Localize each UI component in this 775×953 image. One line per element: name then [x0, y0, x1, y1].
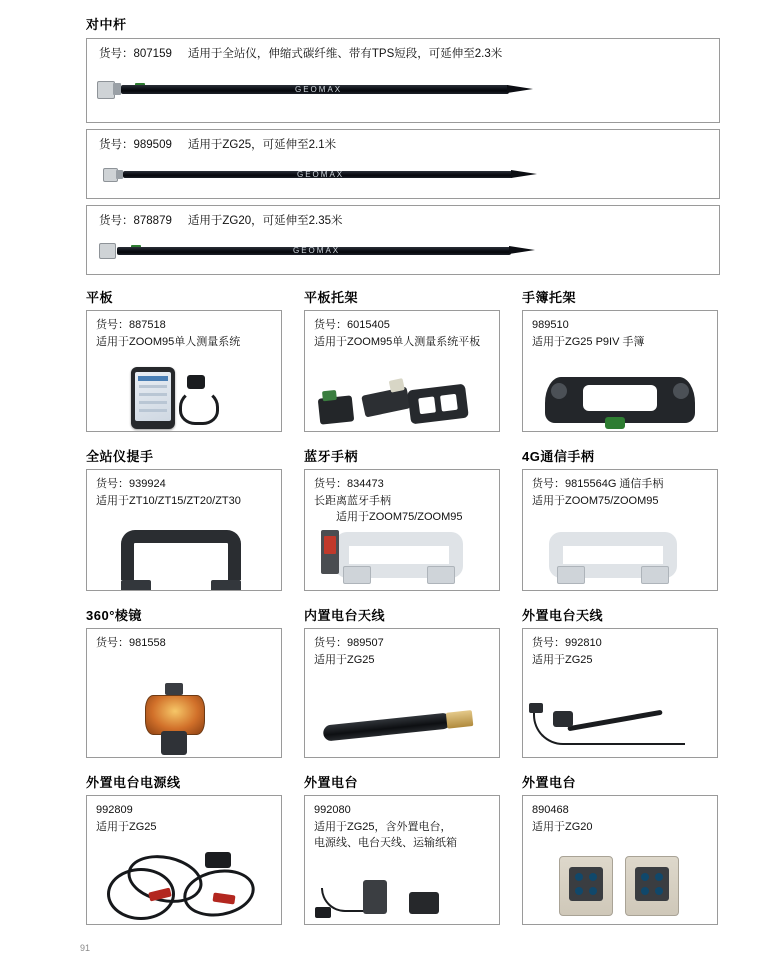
product-desc: 适用于ZG25 — [96, 820, 157, 833]
cable-coil-icon — [97, 850, 267, 920]
product-desc: 适用于全站仪，伸缩式碳纤维、带有TPS短段，可延伸至2.3米 — [187, 48, 503, 60]
radio-box-icon — [559, 856, 613, 916]
antenna-base-icon — [553, 711, 573, 727]
product-cell-power-cable — [86, 772, 282, 925]
tablet-icon — [131, 367, 175, 429]
handle-dark-icon — [121, 530, 241, 580]
radio-box-icon — [625, 856, 679, 916]
product-caption — [87, 311, 281, 350]
section-title-bluetooth-handle: 蓝牙手柄 — [304, 449, 359, 464]
product-sku: 货号：981558 — [96, 637, 166, 649]
product-sku: 货号：887518 — [96, 319, 166, 331]
pole-head — [99, 243, 116, 259]
product-cell-4g-handle — [522, 446, 718, 591]
bracket-illustration — [305, 353, 499, 431]
product-desc: 适用于ZG20 — [532, 820, 593, 833]
product-card — [304, 469, 500, 591]
product-cell-handle-dark — [86, 446, 282, 591]
product-desc: 适用于ZOOM95单人测量系统平板 — [314, 335, 481, 348]
section-title-total-station-handle: 全站仪提手 — [86, 449, 154, 464]
pole-illustration-1 — [87, 65, 719, 121]
product-caption — [523, 629, 717, 668]
pole-tip — [509, 246, 535, 254]
product-cell-tablet-bracket — [304, 287, 500, 432]
product-card-pole-3 — [86, 205, 720, 275]
section-title-tablet-bracket: 平板托架 — [304, 290, 359, 305]
product-caption — [87, 629, 281, 652]
pole-brand-label: GEOMAX — [295, 84, 343, 94]
bluetooth-module-icon — [321, 530, 339, 574]
section-title-controller-cradle: 手簿托架 — [522, 290, 577, 305]
product-sku: 货号：807159 — [99, 48, 172, 60]
product-card-pole-2 — [86, 129, 720, 199]
product-compat: 适用于ZOOM75/ZOOM95 — [336, 511, 463, 523]
dongle-icon — [187, 375, 205, 389]
product-desc: 长距离蓝牙手柄 — [314, 494, 391, 507]
product-caption — [87, 206, 719, 230]
section-title-internal-antenna: 内置电台天线 — [304, 608, 386, 623]
product-cell-bluetooth-handle — [304, 446, 500, 591]
prism-top — [165, 683, 183, 695]
product-caption — [305, 629, 499, 668]
product-caption — [87, 130, 719, 154]
product-desc: 适用于ZOOM95单人测量系统 — [96, 335, 241, 348]
section-title-4g-handle: 4G通信手柄 — [522, 449, 595, 464]
cradle-knob-left — [551, 383, 567, 399]
page-number: 91 — [80, 943, 91, 953]
product-caption — [305, 470, 499, 526]
product-cell-tablet — [86, 287, 282, 432]
page-content — [86, 14, 720, 925]
product-desc: 适用于ZOOM75/ZOOM95 — [532, 494, 659, 507]
radio-adapter-icon — [409, 892, 439, 914]
pole-collar — [113, 83, 121, 95]
handle-light-icon — [549, 532, 677, 578]
radio-set-illustration — [305, 850, 499, 924]
handle-foot-left — [557, 566, 585, 584]
product-desc: 适用于ZG25，可延伸至2.1米 — [187, 139, 337, 151]
pole-tip — [511, 170, 537, 178]
handle-light-icon — [335, 532, 463, 578]
prism-body — [145, 695, 205, 735]
bracket-arm-icon — [361, 386, 411, 417]
product-cell-external-radio-pair — [522, 772, 718, 925]
cradle-illustration — [523, 353, 717, 431]
cables-illustration — [87, 836, 281, 924]
section-title-external-antenna: 外置电台天线 — [522, 608, 604, 623]
product-card — [86, 795, 282, 925]
product-card — [522, 469, 718, 591]
prism-icon — [145, 683, 203, 755]
cradle-mount-icon — [605, 417, 625, 429]
cradle-icon — [545, 377, 695, 423]
product-cell-prism — [86, 605, 282, 758]
prism-base — [161, 731, 187, 755]
product-desc: 适用于ZG25，含外置电台， — [314, 820, 452, 833]
product-card — [304, 628, 500, 758]
product-sku: 货号：992810 — [532, 637, 602, 649]
product-row-1 — [86, 287, 720, 432]
antenna-plug-icon — [529, 703, 543, 713]
product-sku: 货号：834473 — [314, 478, 384, 490]
product-caption — [523, 311, 717, 350]
product-caption — [87, 39, 719, 63]
section-title-prism: 360°棱镜 — [86, 608, 142, 623]
product-desc: 适用于ZG20，可延伸至2.35米 — [187, 215, 343, 227]
product-card — [522, 628, 718, 758]
section-title-radio-power-cable: 外置电台电源线 — [86, 775, 181, 790]
product-card — [304, 795, 500, 925]
product-caption — [305, 796, 499, 852]
product-caption — [87, 470, 281, 509]
bracket-frame-icon — [407, 384, 469, 425]
antenna-connector-icon — [446, 710, 474, 729]
product-sku: 货号：6015405 — [314, 319, 390, 331]
product-cell-internal-antenna — [304, 605, 500, 758]
product-desc: 适用于ZT10/ZT15/ZT20/ZT30 — [96, 494, 241, 507]
radio-unit-icon — [363, 880, 387, 914]
product-sku: 货号：939924 — [96, 478, 166, 490]
product-sku: 989510 — [532, 319, 569, 331]
product-card — [86, 628, 282, 758]
handle-illustration — [87, 512, 281, 590]
product-sku: 992080 — [314, 804, 351, 816]
pole-illustration-2 — [87, 156, 719, 196]
product-cell-external-radio-set — [304, 772, 500, 925]
cable-icon — [179, 389, 219, 425]
product-caption — [523, 470, 717, 509]
pole-tip — [507, 85, 533, 93]
product-desc: 适用于ZG25 — [532, 653, 593, 666]
product-caption — [523, 796, 717, 835]
tablet-illustration — [87, 353, 281, 431]
antenna-icon — [323, 712, 452, 741]
product-row-3 — [86, 605, 720, 758]
product-desc-2: 电源线、电台天线、运输纸箱 — [314, 837, 457, 849]
product-desc: 适用于ZG25 P9IV 手簿 — [532, 335, 645, 348]
product-sku: 992809 — [96, 804, 133, 816]
product-caption — [87, 796, 281, 835]
radio-plug-icon — [315, 907, 331, 918]
product-caption — [305, 311, 499, 350]
product-cell-external-antenna — [522, 605, 718, 758]
pole-brand-label: GEOMAX — [297, 169, 345, 179]
pole-illustration-3 — [87, 232, 719, 272]
product-row-4 — [86, 772, 720, 925]
handle-foot-right — [641, 566, 669, 584]
product-sku: 货号：989507 — [314, 637, 384, 649]
radio-pair-illustration — [523, 844, 717, 924]
product-sku: 890468 — [532, 804, 569, 816]
cable-adapter-icon — [205, 852, 231, 868]
product-card-pole-1 — [86, 38, 720, 123]
section-title-pole: 对中杆 — [86, 17, 127, 32]
product-card — [522, 310, 718, 432]
pole-collar — [116, 170, 123, 179]
pole-brand-label: GEOMAX — [293, 245, 341, 255]
product-card — [304, 310, 500, 432]
external-antenna-illustration — [523, 673, 717, 757]
section-title-tablet: 平板 — [86, 290, 114, 305]
product-card — [522, 795, 718, 925]
4g-handle-illustration — [523, 512, 717, 590]
section-title-external-radio-1: 外置电台 — [304, 775, 359, 790]
bracket-part-icon — [318, 395, 355, 424]
product-sku: 货号：878879 — [99, 215, 172, 227]
product-row-2 — [86, 446, 720, 591]
handle-foot-left — [343, 566, 371, 584]
handle-foot-right — [427, 566, 455, 584]
product-sku: 货号：9815564G 通信手柄 — [532, 478, 664, 490]
product-desc: 适用于ZG25 — [314, 653, 375, 666]
product-cell-controller-cradle — [522, 287, 718, 432]
antenna-illustration — [305, 673, 499, 757]
cradle-knob-right — [673, 383, 689, 399]
prism-illustration — [87, 661, 281, 757]
product-sku: 货号：989509 — [99, 139, 172, 151]
product-card — [86, 469, 282, 591]
product-card — [86, 310, 282, 432]
section-title-external-radio-2: 外置电台 — [522, 775, 577, 790]
